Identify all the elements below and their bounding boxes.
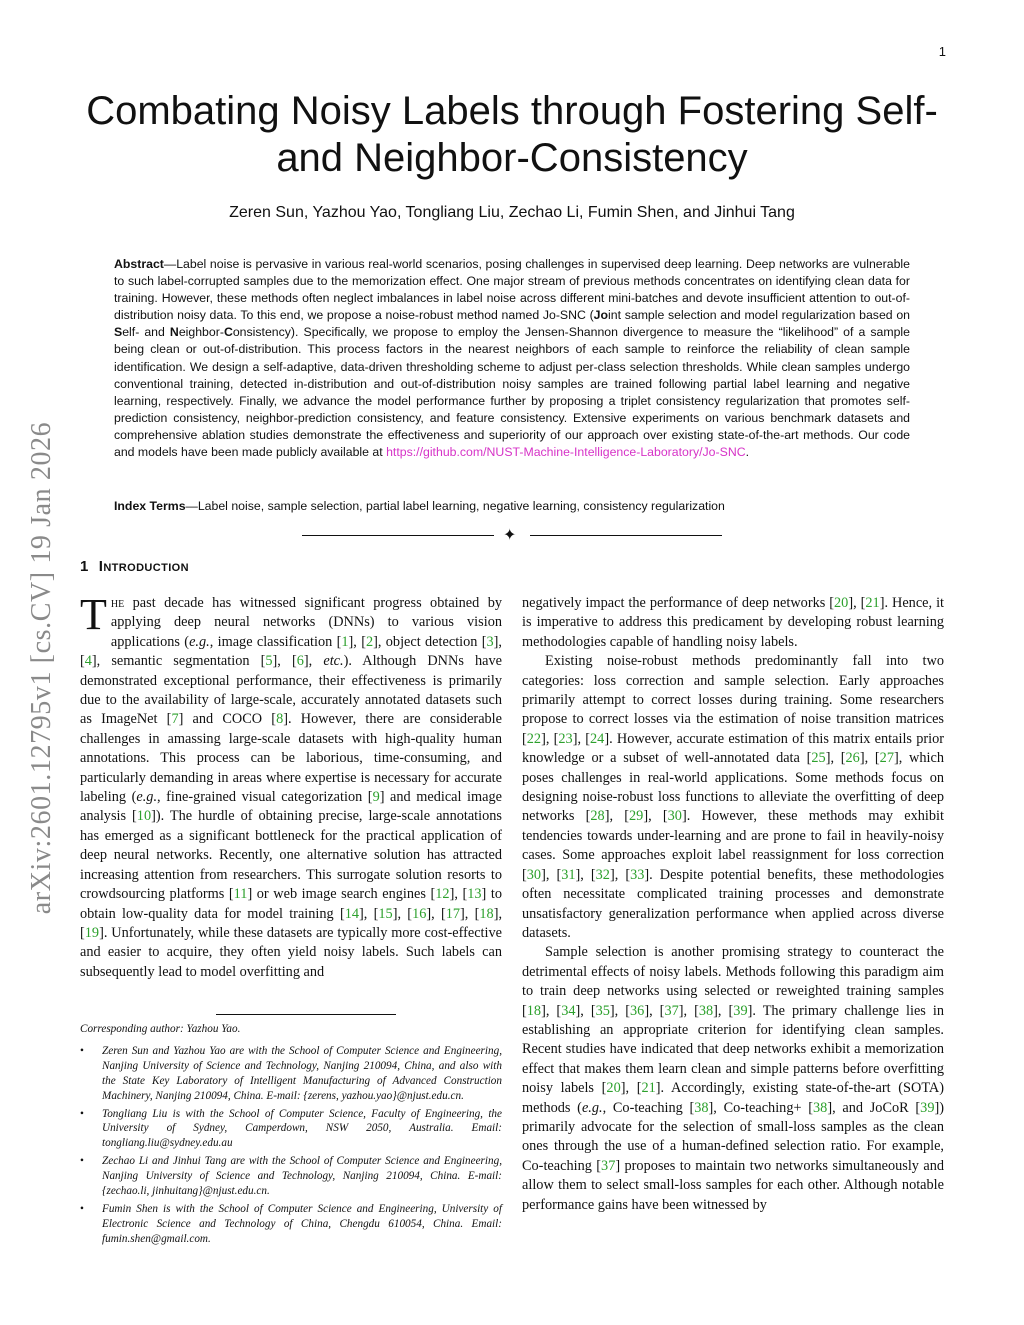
index-terms [114,499,910,513]
footnote-text: Zechao Li and Jinhui Tang are with the School of Computer Science and Engineering, Nanjing University of Science and Technology, Nanjing 210094, China. E-mail: {zechao.li, jinhuitang}@njust.edu.cn. [102,1155,502,1198]
abstract-jo: Jo [593,308,609,323]
divider-star-icon: ✦ [503,525,517,544]
abstract-label: Abstract [114,257,164,271]
index-terms-text: —Label noise, sample selection, partial label learning, negative learning, consistency regularization [185,499,725,513]
divider-line-left [302,535,494,536]
abstract-end: . [745,445,749,460]
intro-paragraph-1 [80,590,503,982]
abstract-n: N [169,325,179,340]
corresponding-author: Corresponding author: Yazhou Yao. [80,1023,241,1035]
section-title: Introduction [98,558,189,575]
right-column [522,594,944,1215]
bullet-icon: • [80,1107,84,1120]
index-terms-label: Index Terms [114,499,186,513]
footnote-item [80,1202,502,1247]
bullet-icon: • [80,1044,84,1057]
footnotes [80,1022,502,1250]
section-heading [80,558,189,575]
abstract-text-1: —Label noise is pervasive in various real-world scenarios, posing challenges in supervised deep learning. Deep networks are vulnerable to such label-corrupted samples due to the memorization effect. One major stream of previous methods concentrates on identifying clean data for training. However, these methods often neglect imbalances in label noise across different mini-batches and devote insufficient attention to out-of-distribution noisy data. To this end, we propose a noise-robust method named Jo-SNC ( [114,257,910,323]
abstract-text-2: onsistency). Specifically, we propose to employ the Jensen-Shannon divergence to measure the “likelihood” of a sample being clean or out-of-distribution. This process factors in the nearest neighbors of each sample to reinforce the reliability of clean sample identification. We design a self-adaptive, data-driven thresholding scheme to adjust per-class selection thresholds. While clean samples undergo conventional training, detected in-distribution and out-of-distribution noisy samples are trained following partial label learning and negative learning, respectively. Finally, we advance the model performance further by proposing a triplet consistency regularization that promotes self-prediction consistency, neighbor-prediction consistency, and feature consistency. Extensive experiments on various benchmark datasets and comprehensive ablation studies demonstrate the effectiveness and superiority of our approach over existing state-of-the-art methods. Our code and models have been made publicly available at [114,325,910,460]
code-link[interactable]: https://github.com/NUST-Machine-Intelligence-Laboratory/Jo-SNC [386,445,746,460]
bullet-icon: • [80,1202,84,1215]
abstract-c: C [223,325,233,340]
intro-paragraph-1-text: past decade has witnessed significant progress obtained by applying deep neural networks (DNNs) to various vision applications (e.g., image classification [1], [2], object detection [3], [4], semantic segmentation [5], [6], etc.). Although DNNs have demonstrated exceptional performance, their effectiveness is primarily due to the availability of large-scale, accurately annotated datasets such as ImageNet [7] and COCO [8]. However, there are considerable challenges in amassing large-scale datasets with high-quality human annotations. This process can be laborious, time-consuming, and particularly demanding in areas where expertise is necessary for accurate labeling (e.g., fine-grained visual categorization [9] and medical image analysis [10]). The hurdle of obtaining precise, large-scale annotations has emerged as a significant bottleneck for the practical application of deep neural networks. Recently, one alternative solution has attracted increasing attention from researchers. This surrogate solution resorts to crowdsourcing platforms [11] or web image search engines [12], [13] to obtain low-quality data for model training [14], [15], [16], [17], [18], [19]. Unfortunately, while these datasets are typically more cost-effective and easier to acquire, they often yield noisy labels. Such labels can subsequently lead to model overfitting and [80,595,503,980]
page-number: 1 [938,44,946,59]
paper-title: Combating Noisy Labels through Fostering Self- and Neighbor-Consistency [86,89,938,181]
footnote-item [80,1107,502,1152]
section-divider [302,527,722,543]
left-column [80,590,503,982]
author-list: Zeren Sun, Yazhou Yao, Tongliang Liu, Zechao Li, Fumin Shen, and Jinhui Tang [229,204,795,221]
footnote-text: Fumin Shen is with the School of Computer Science and Engineering, University of Electronic Science and Technology of China, Chengdu 610054, China. Email: fumin.shen@gmail.com. [102,1202,502,1245]
footnote-item [80,1044,502,1104]
footnote-item [80,1154,502,1199]
intro-paragraph-3: Existing noise-robust methods predominantly fall into two categories: loss correction and sample selection. Early approaches primarily attempt to correct losses during training. Some researchers propose to correct losses via the estimation of noise transition matrices [22], [23], [24]. However, accurate estimation of this matrix entails prior knowledge or a subset of well-annotated data [25], [26], [27], which poses challenges in real-world applications. Some methods focus on designing noise-robust loss functions to alleviate the overfitting of deep networks [28], [29], [30]. However, these methods may exhibit tendencies towards under-learning and are prone to fail in heavily-noisy cases. Some approaches exploit label reassignment for loss correction [30], [31], [32], [33]. Despite potential benefits, these methodologies often necessitate complicated training processes and demonstrate unsatisfactory generalization performance when applied across diverse datasets. [522,653,945,941]
abstract-elf: elf- and [122,325,170,340]
footnote-text: Zeren Sun and Yazhou Yao are with the School of Computer Science and Engineering, Nanjing University of Science and Technology, Nanjing 210094, China, and also with the State Key Laboratory of Intelligent Manufacturing of Advanced Construction Machinery, Nanjing 210094, China. E-mail: {zerens, yazhou.yao}@njust.edu.cn. [102,1044,502,1102]
dropcap-continuation: he [110,595,125,611]
arxiv-stamp: arXiv:2601.12795v1 [cs.CV] 19 Jan 2026 [26,421,57,915]
abstract-eighbor: eighbor- [178,325,224,340]
footnote-rule [216,1014,396,1015]
abstract-s: S [114,325,123,340]
section-number: 1 [80,558,89,575]
bullet-icon: • [80,1155,84,1168]
divider-line-right [530,535,722,536]
intro-paragraph-2: negatively impact the performance of deep networks [20], [21]. Hence, it is imperative to address this predicament by developing robust learning methodologies capable of handling noisy labels. [522,595,945,650]
abstract [114,256,910,461]
footnote-text: Tongliang Liu is with the School of Computer Science, Faculty of Engineering, the University of Sydney, Camperdown, NSW 2050, Australia. Email: tongliang.liu@sydney.edu.au [102,1107,502,1150]
abstract-int: int sample selection and model regularization based on [608,308,910,323]
dropcap: T [80,590,107,639]
intro-paragraph-4: Sample selection is another promising strategy to counteract the detrimental effects of noisy labels. Methods following this paradigm aim to train deep networks using selected or reweighted training samples [18], [34], [35], [36], [37], [38], [39]. The primary challenge lies in establishing an appropriate criterion for identifying clean samples. Recent studies have indicated that deep networks exhibit a memorization effect that makes them learn clean and simple patterns before overfitting noisy labels [20], [21]. Accordingly, existing state-of-the-art (SOTA) methods (e.g., Co-teaching [38], Co-teaching+ [38], and JoCoR [39]) primarily advocate for the selection of small-loss samples as the clean ones through the use of a human-defined selection ratio. For example, Co-teaching [37] proposes to maintain two networks simultaneously and allow them to select small-loss samples for each other. Although notable performance gains have been witnessed by [522,944,945,1213]
